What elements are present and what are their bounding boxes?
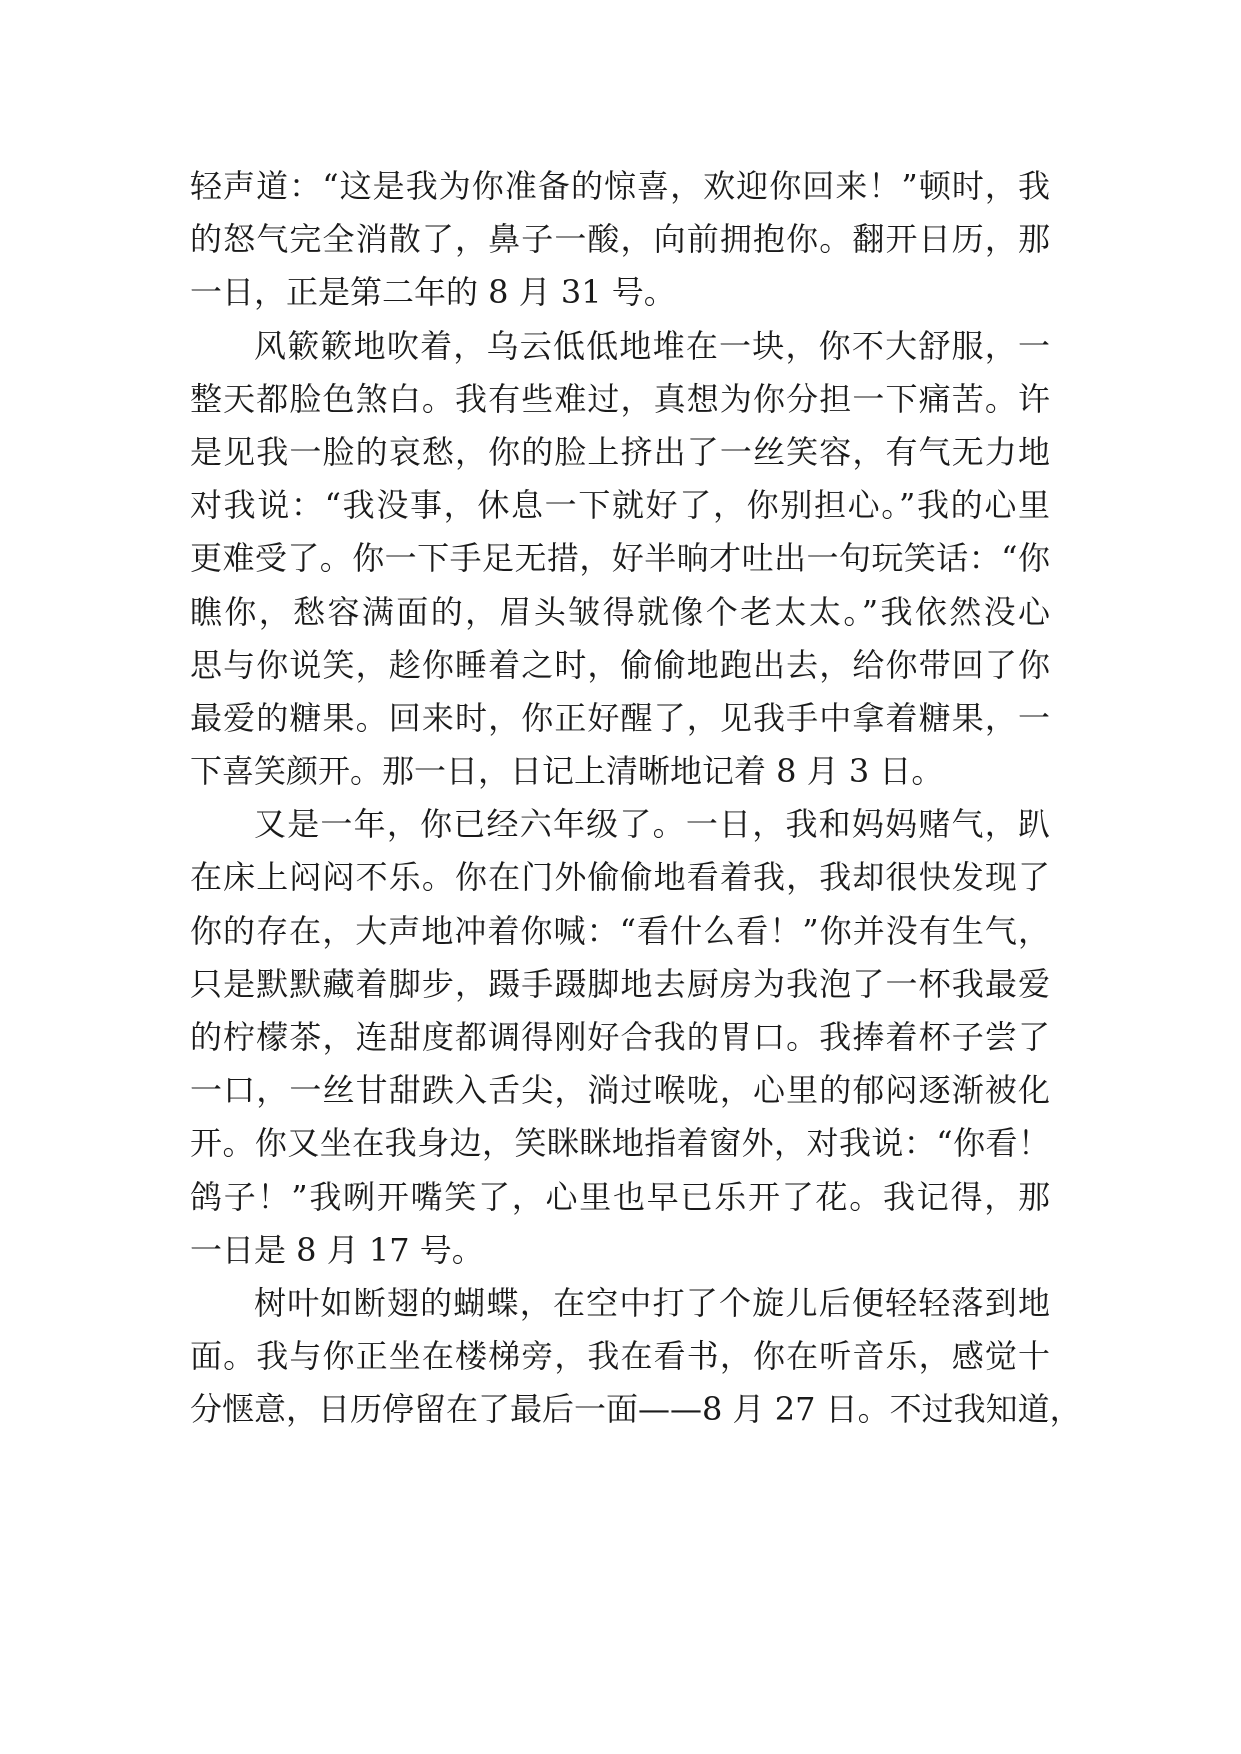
text-line: 最爱的糖果。回来时，你正好醒了，见我手中拿着糖果，一	[190, 698, 1050, 737]
text-line: 下喜笑颜开。那一日，日记上清晰地记着 8 月 3 日。	[190, 752, 944, 791]
text-line: 整天都脸色煞白。我有些难过，真想为你分担一下痛苦。许	[190, 379, 1050, 418]
text-line: 瞧你，愁容满面的，眉头皱得就像个老太太。”我依然没心	[190, 592, 1050, 631]
text-line: 的柠檬茶，连甜度都调得刚好合我的胃口。我捧着杯子尝了	[190, 1018, 1050, 1056]
text-line: 只是默默藏着脚步，蹑手蹑脚地去厨房为我泡了一杯我最爱	[190, 964, 1050, 1003]
text-line: 你的存在，大声地冲着你喊：“看什么看！”你并没有生气，	[190, 911, 1050, 950]
paragraph-3	[190, 798, 1050, 1277]
text-line: 又是一年，你已经六年级了。一日，我和妈妈赌气，趴	[254, 805, 1050, 844]
document-body	[190, 160, 1082, 1437]
text-line: 思与你说笑，趁你睡着之时，偷偷地跑出去，给你带回了你	[190, 645, 1050, 684]
text-line: 更难受了。你一下手足无措，好半晌才吐出一句玩笑话：“你	[190, 539, 1050, 578]
text-line: 分惬意，日历停留在了最后一面——8 月 27 日。不过我知道，	[190, 1390, 1082, 1429]
text-line: 在床上闷闷不乐。你在门外偷偷地看着我，我却很快发现了	[190, 858, 1050, 897]
text-line: 一日，正是第二年的 8 月 31 号。	[190, 273, 676, 312]
text-line: 是见我一脸的哀愁，你的脸上挤出了一丝笑容，有气无力地	[190, 432, 1050, 471]
paragraph-2	[190, 320, 1050, 799]
text-line: 鸽子！”我咧开嘴笑了，心里也早已乐开了花。我记得，那	[190, 1177, 1050, 1216]
text-line: 开。你又坐在我身边，笑眯眯地指着窗外，对我说：“你看！	[190, 1124, 1050, 1163]
text-line: 轻声道：“这是我为你准备的惊喜，欢迎你回来！”顿时，我	[190, 167, 1050, 205]
text-line: 对我说：“我没事，休息一下就好了，你别担心。”我的心里	[190, 486, 1050, 525]
text-line: 的怒气完全消散了，鼻子一酸，向前拥抱你。翻开日历，那	[190, 220, 1050, 259]
text-line: 风簌簌地吹着，乌云低低地堆在一块，你不大舒服，一	[254, 326, 1050, 365]
text-line: 一日是 8 月 17 号。	[190, 1230, 484, 1269]
text-line: 一口，一丝甘甜跌入舌尖，淌过喉咙，心里的郁闷逐渐被化	[190, 1071, 1050, 1110]
text-line: 面。我与你正坐在楼梯旁，我在看书，你在听音乐，感觉十	[190, 1337, 1050, 1376]
text-line: 树叶如断翅的蝴蝶，在空中打了个旋儿后便轻轻落到地	[254, 1283, 1050, 1322]
paragraph-4	[190, 1277, 1082, 1437]
paragraph-1	[190, 160, 1050, 320]
